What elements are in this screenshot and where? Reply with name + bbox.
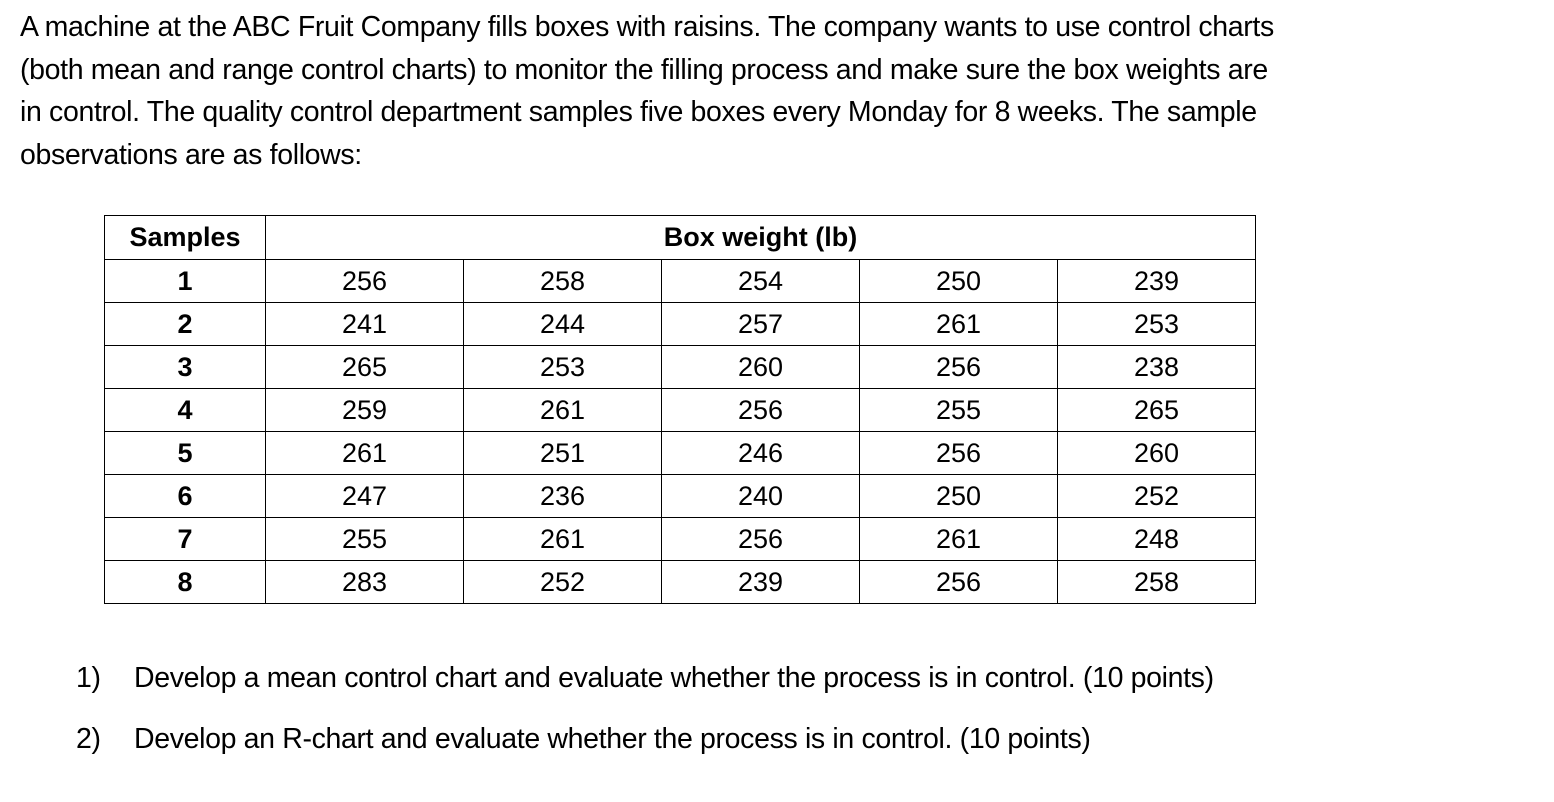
weight-cell: 257 <box>662 303 860 346</box>
problem-statement <box>20 6 1520 176</box>
weight-cell: 261 <box>464 518 662 561</box>
weight-cell: 236 <box>464 475 662 518</box>
weight-cell: 260 <box>662 346 860 389</box>
weight-cell: 256 <box>662 518 860 561</box>
table-row <box>105 432 1256 475</box>
sample-number-cell: 8 <box>105 561 266 604</box>
weight-cell: 258 <box>1058 561 1256 604</box>
weight-cell: 258 <box>464 260 662 303</box>
weight-cell: 259 <box>266 389 464 432</box>
weight-cell: 265 <box>1058 389 1256 432</box>
weight-cell: 261 <box>860 518 1058 561</box>
box-weight-header: Box weight (lb) <box>266 216 1256 260</box>
weight-cell: 253 <box>1058 303 1256 346</box>
weight-cell: 256 <box>860 346 1058 389</box>
sample-number-cell: 1 <box>105 260 266 303</box>
question-list <box>76 655 1214 777</box>
weight-cell: 241 <box>266 303 464 346</box>
table-row <box>105 346 1256 389</box>
weight-cell: 254 <box>662 260 860 303</box>
sample-number-cell: 7 <box>105 518 266 561</box>
question-text: Develop a mean control chart and evaluate whether the process is in control. (10 points) <box>134 662 1214 694</box>
intro-line-4: observations are as follows: <box>20 138 362 171</box>
weight-cell: 250 <box>860 475 1058 518</box>
box-weight-table <box>104 215 1256 604</box>
weight-cell: 250 <box>860 260 1058 303</box>
weight-cell: 283 <box>266 561 464 604</box>
sample-number-cell: 4 <box>105 389 266 432</box>
weight-cell: 256 <box>662 389 860 432</box>
sample-number-cell: 3 <box>105 346 266 389</box>
intro-line-2: (both mean and range control charts) to monitor the filling process and make sure the box weights are <box>20 53 1268 86</box>
weight-cell: 256 <box>266 260 464 303</box>
table-row <box>105 303 1256 346</box>
weight-cell: 238 <box>1058 346 1256 389</box>
table-row <box>105 260 1256 303</box>
weight-cell: 260 <box>1058 432 1256 475</box>
table-row <box>105 518 1256 561</box>
question-text: Develop an R-chart and evaluate whether the process is in control. (10 points) <box>134 723 1091 755</box>
weight-cell: 239 <box>662 561 860 604</box>
weight-cell: 265 <box>266 346 464 389</box>
weight-cell: 247 <box>266 475 464 518</box>
sample-number-cell: 2 <box>105 303 266 346</box>
question-number: 1) <box>76 662 101 694</box>
table-row <box>105 561 1256 604</box>
weight-cell: 256 <box>860 561 1058 604</box>
sample-number-cell: 6 <box>105 475 266 518</box>
weight-cell: 256 <box>860 432 1058 475</box>
weight-cell: 255 <box>860 389 1058 432</box>
question-number: 2) <box>76 723 101 755</box>
question-item <box>76 655 1214 716</box>
weight-cell: 244 <box>464 303 662 346</box>
weight-cell: 248 <box>1058 518 1256 561</box>
weight-cell: 261 <box>266 432 464 475</box>
table-header-row <box>105 216 1256 260</box>
question-item <box>76 716 1214 777</box>
weight-cell: 252 <box>464 561 662 604</box>
weight-cell: 252 <box>1058 475 1256 518</box>
samples-header: Samples <box>105 216 266 260</box>
intro-line-1: A machine at the ABC Fruit Company fills boxes with raisins. The company wants to use control charts <box>20 11 1274 43</box>
weight-cell: 251 <box>464 432 662 475</box>
intro-line-3: in control. The quality control department samples five boxes every Monday for 8 weeks. The sample <box>20 96 1257 128</box>
weight-cell: 253 <box>464 346 662 389</box>
sample-number-cell: 5 <box>105 432 266 475</box>
weight-cell: 261 <box>860 303 1058 346</box>
table-row <box>105 475 1256 518</box>
weight-cell: 261 <box>464 389 662 432</box>
weight-cell: 246 <box>662 432 860 475</box>
weight-cell: 240 <box>662 475 860 518</box>
weight-cell: 239 <box>1058 260 1256 303</box>
table-row <box>105 389 1256 432</box>
weight-cell: 255 <box>266 518 464 561</box>
